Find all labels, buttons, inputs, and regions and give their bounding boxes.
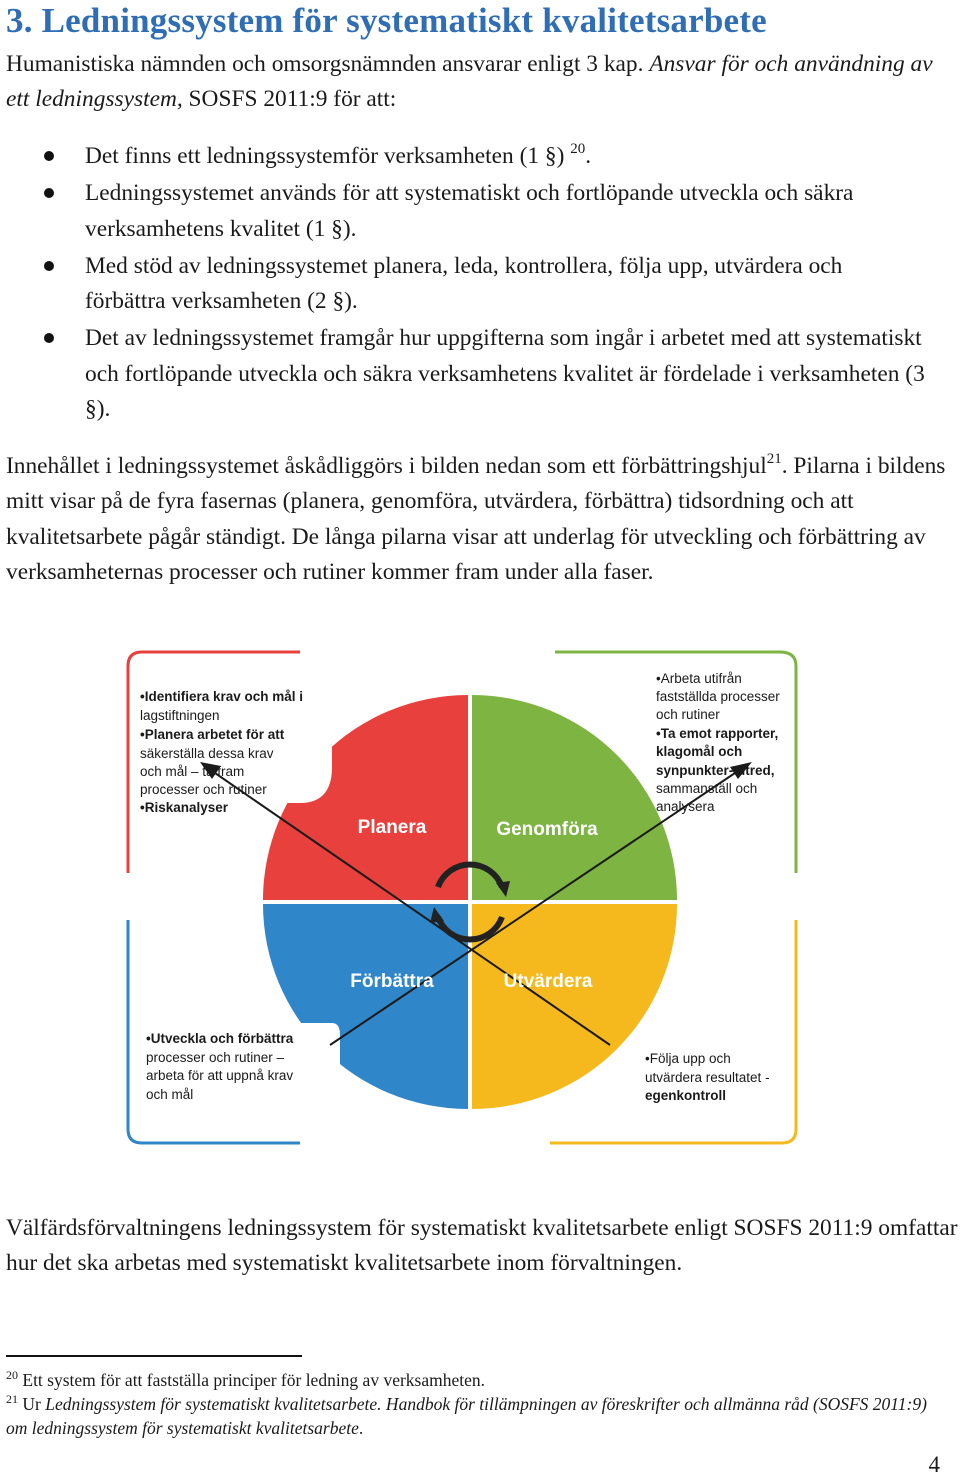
svg-text:•Identifiera krav och mål i: •Identifiera krav och mål i <box>140 689 304 704</box>
svg-text:fastställda processer: fastställda processer <box>656 689 780 704</box>
svg-text:och mål – ta fram: och mål – ta fram <box>140 764 245 779</box>
list-item: Med stöd av ledningssystemet planera, leda, kontrollera, följa upp, utvärdera och förbättra verksamheten (2 §). <box>0 249 925 320</box>
svg-text:•Arbeta utifrån: •Arbeta utifrån <box>656 671 742 686</box>
bullet-icon <box>44 333 54 343</box>
footnote-20: $^{20}$ Ett system för att fastställa principer för ledning av verksamheten. <box>6 1368 486 1390</box>
svg-text:sammanställ och: sammanställ och <box>656 781 758 796</box>
bullet-icon <box>44 188 54 198</box>
intro-italic: Ansvar för och användning av ett ledningssystem, <box>6 51 933 113</box>
wheel-description-paragraph: Innehållet i ledningssystemet åskådliggörs i bilden nedan som ett förbättringshjul$^{21}$. Pilarna i bildens mitt visar på de fyra fasernas (planera, genomföra, utvärdera, förbättra) tidsordning och att kvalitetsarbete pågår ständigt. De långa pilarna visar att underlag för utveckling och förbättring av verksamheternas processer och rutiner kommer fram under alla faser. <box>6 451 946 585</box>
requirements-list <box>0 139 960 429</box>
bullet-icon <box>44 261 54 271</box>
system-scope-paragraph: Välfärdsförvaltningens ledningssystem för systematiskt kvalitetsarbete enligt SOSFS 2011:9 omfattar hur det ska arbetas med systematiskt kvalitetsarbete inom förvaltningen. <box>6 1215 958 1277</box>
genomfora-quadrant <box>472 695 677 900</box>
svg-text:analysera: analysera <box>656 799 715 814</box>
intro-text: Humanistiska nämnden och omsorgsnämnden ansvarar enligt 3 kap. <box>6 51 650 77</box>
footnote-21: $^{21}$ Ur Ledningssystem för systematiskt kvalitetsarbete. Handbok för tillämpningen av föreskrifter och allmänna råd (SOSFS 2011:9) om ledningssystem för systematiskt kvalitetsarbete. <box>6 1392 927 1438</box>
svg-text:säkerställa dessa krav: säkerställa dessa krav <box>140 746 274 761</box>
bullet-icon <box>44 151 54 161</box>
genomfora-label: Genomföra <box>496 819 598 840</box>
svg-text:egenkontroll: egenkontroll <box>645 1088 727 1103</box>
improvement-wheel-figure <box>120 645 810 1150</box>
svg-text:synpunkter- utred,: synpunkter- utred, <box>656 763 775 778</box>
svg-text:och rutiner: och rutiner <box>656 707 720 722</box>
section-heading: 3. Ledningssystem för systematiskt kvalitetsarbete <box>6 1 767 40</box>
page-number: 4 <box>928 1452 940 1477</box>
svg-text:•Ta emot rapporter,: •Ta emot rapporter, <box>656 726 779 741</box>
svg-text:lagstiftningen: lagstiftningen <box>140 708 220 723</box>
intro-text-end: SOSFS 2011:9 för att: <box>182 86 397 113</box>
svg-text:•Utveckla och förbättra: •Utveckla och förbättra <box>146 1031 294 1046</box>
svg-text:klagomål och: klagomål och <box>656 744 743 759</box>
utvardera-label: Utvärdera <box>503 971 593 992</box>
planera-label: Planera <box>357 817 427 838</box>
svg-text:•Planera arbetet för att: •Planera arbetet för att <box>140 727 285 742</box>
svg-text:processer och rutiner –: processer och rutiner – <box>146 1050 285 1065</box>
footnote-ref: 21 <box>766 451 782 467</box>
svg-text:utvärdera resultatet -: utvärdera resultatet - <box>645 1070 770 1085</box>
svg-text:processer och rutiner: processer och rutiner <box>140 782 267 797</box>
svg-text:•Riskanalyser: •Riskanalyser <box>140 800 229 815</box>
svg-text:•Följa upp och: •Följa upp och <box>645 1051 731 1066</box>
svg-text:och mål: och mål <box>146 1087 194 1102</box>
forbattra-label: Förbättra <box>350 971 434 992</box>
footnote-ref: 20 <box>570 141 586 157</box>
list-item: Ledningssystemet används för att systematiskt och fortlöpande utveckla och säkra verksamhetens kvalitet (1 §). <box>0 176 925 247</box>
list-item: Det av ledningssystemet framgår hur uppgifterna som ingår i arbetet med att systematiskt och fortlöpande utveckla och säkra verksamhetens kvalitet är fördelade i verksamheten (3 §). <box>0 321 925 427</box>
intro-paragraph <box>6 47 956 118</box>
footnote-divider <box>6 1355 302 1357</box>
svg-text:arbeta för att uppnå krav: arbeta för att uppnå krav <box>146 1068 294 1083</box>
list-item: Det finns ett ledningssystemför verksamheten (1 §) $^{20}$. <box>0 139 925 174</box>
